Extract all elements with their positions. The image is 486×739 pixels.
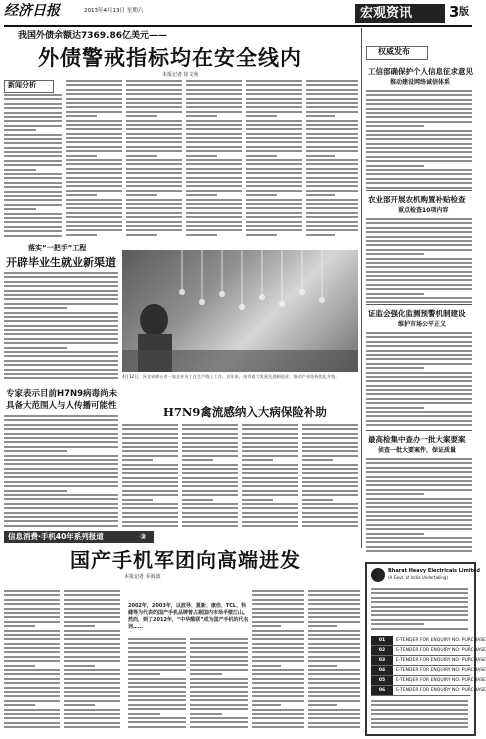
- lead-body-col5: [246, 80, 302, 236]
- h7n9-headline: H7N9禽流感纳入大病保险补助: [163, 405, 327, 419]
- lead-body-col6: [306, 80, 358, 236]
- lead-body-col4: [186, 80, 242, 236]
- lead-kicker: 我国外债余额达7369.86亿美元——: [18, 31, 167, 41]
- masthead-date: 2013年4月13日 星期六: [84, 8, 144, 14]
- ad-intro-text: [371, 588, 468, 632]
- right-item-2-sub: 重点检查10项内容: [398, 207, 449, 214]
- right-item-4-body: [366, 458, 472, 554]
- jobs-body: [4, 272, 118, 380]
- right-item-4-sub: 侦查一批大要案件，保证质量: [378, 447, 457, 454]
- section-name: 宏观资讯: [360, 6, 413, 21]
- ad-row-text: E-TENDER FOR ENQUIRY NO: PURCHASE: [396, 688, 486, 693]
- jobs-kicker: 落实“一把手”工程: [28, 244, 87, 252]
- h7n9-body-col4: [302, 424, 358, 527]
- right-rule-2: [366, 304, 472, 305]
- ad-row: [371, 636, 486, 646]
- phones-body-col2: [64, 590, 120, 730]
- ad-row: [371, 656, 486, 666]
- ad-row: [371, 676, 486, 686]
- phones-headline: 国产手机军团向高端进发: [70, 548, 301, 572]
- right-item-3-title: 证监会强化监测预警机制建设: [368, 309, 466, 318]
- ad-brand: Bharat Heavy Electricals Limited: [388, 568, 480, 574]
- ad-row-text: E-TENDER FOR ENQUIRY NO: PURCHASE: [396, 638, 486, 643]
- photo-caption: 4月12日，河北省邢台市一家企业员工在生产线上工作。近年来，该市着力发展先进制造业，推动产业结构优化升级。: [122, 374, 340, 379]
- phones-body-col6: [308, 590, 360, 730]
- phones-body-col1: [4, 590, 60, 730]
- right-item-1-body: [366, 90, 472, 188]
- experts-headline-1: 专家表示目前H7N9病毒尚未: [6, 389, 118, 399]
- ad-row-tag: 03: [371, 656, 393, 665]
- photo-illustration: [122, 250, 358, 372]
- right-col-divider: [361, 28, 362, 548]
- experts-headline-2: 具备大范围人与人传播可能性: [6, 401, 117, 411]
- series-band-number: ③: [140, 532, 147, 541]
- phones-body-col4: [190, 638, 248, 730]
- phones-byline: 本报记者 乔海波: [124, 574, 161, 580]
- ad-row: [371, 646, 486, 656]
- right-rule-3: [366, 430, 472, 431]
- phones-intro: 2002年，2003年，以波导、夏新、康佳、TCL、科健等为代表的国产手机品牌曾占据国内市场半壁江山。然而，到了2012年，“中华酷联”成为国产手机的代名词……: [128, 603, 249, 630]
- jobs-headline: 开辟毕业生就业新渠道: [6, 256, 116, 269]
- right-item-4-title: 最高检集中查办一批大案要案: [368, 435, 466, 444]
- h7n9-body-col1: [122, 424, 178, 527]
- masthead-rule: [4, 25, 472, 27]
- authority-release-label: 权威发布: [378, 47, 410, 56]
- ad-row-text: E-TENDER FOR ENQUIRY NO: PURCHASE: [396, 678, 486, 683]
- right-item-2-body: [366, 218, 472, 302]
- masthead-logo: 经济日报: [4, 3, 60, 19]
- ad-row: [371, 666, 486, 676]
- ad-row-tag: 05: [371, 676, 393, 685]
- ad-row: [371, 686, 486, 696]
- ad-footer-text: [371, 700, 468, 730]
- h7n9-body-col2: [182, 424, 238, 527]
- phones-body-col3: [128, 638, 186, 730]
- ad-subtitle: (A Govt. of India Undertaking): [388, 575, 448, 580]
- series-band-label: 信息消费·手机40年系列报道: [8, 532, 104, 541]
- page-unit: 版: [459, 7, 469, 18]
- ad-row-text: E-TENDER FOR ENQUIRY NO: PURCHASE: [396, 648, 486, 653]
- page-number: 3: [449, 3, 460, 21]
- ad-row-tag: 06: [371, 686, 393, 695]
- lead-body-col3: [126, 80, 182, 236]
- ad-row-text: E-TENDER FOR ENQUIRY NO: PURCHASE: [396, 668, 486, 673]
- right-item-3-sub: 维护市场公平正义: [398, 321, 447, 328]
- lead-body-col2: [66, 80, 122, 236]
- bhel-logo-icon: [371, 568, 385, 582]
- h7n9-body-col3: [242, 424, 298, 527]
- lead-headline: 外债警戒指标均在安全线内: [38, 45, 302, 70]
- phones-body-col5: [252, 590, 304, 730]
- lead-body-col1: [4, 94, 62, 236]
- factory-photo: [122, 250, 358, 372]
- lead-byline: 本报记者 崔文苑: [162, 72, 199, 78]
- right-item-1-sub: 推动建设网络诚信体系: [390, 79, 451, 86]
- right-rule-1: [366, 190, 472, 191]
- ad-row-text: E-TENDER FOR ENQUIRY NO: PURCHASE: [396, 658, 486, 663]
- experts-body: [4, 415, 118, 527]
- news-analysis-label: 新闻分析: [8, 81, 36, 89]
- ad-row-tag: 04: [371, 666, 393, 675]
- bhel-advertisement: [365, 562, 486, 736]
- ad-row-tag: 01: [371, 636, 393, 645]
- ad-row-tag: 02: [371, 646, 393, 655]
- right-item-1-title: 工信部确保护个人信息征求意见: [368, 67, 473, 76]
- right-item-3-body: [366, 332, 472, 428]
- right-item-2-title: 农业部开展农机购置补贴检查: [368, 195, 466, 204]
